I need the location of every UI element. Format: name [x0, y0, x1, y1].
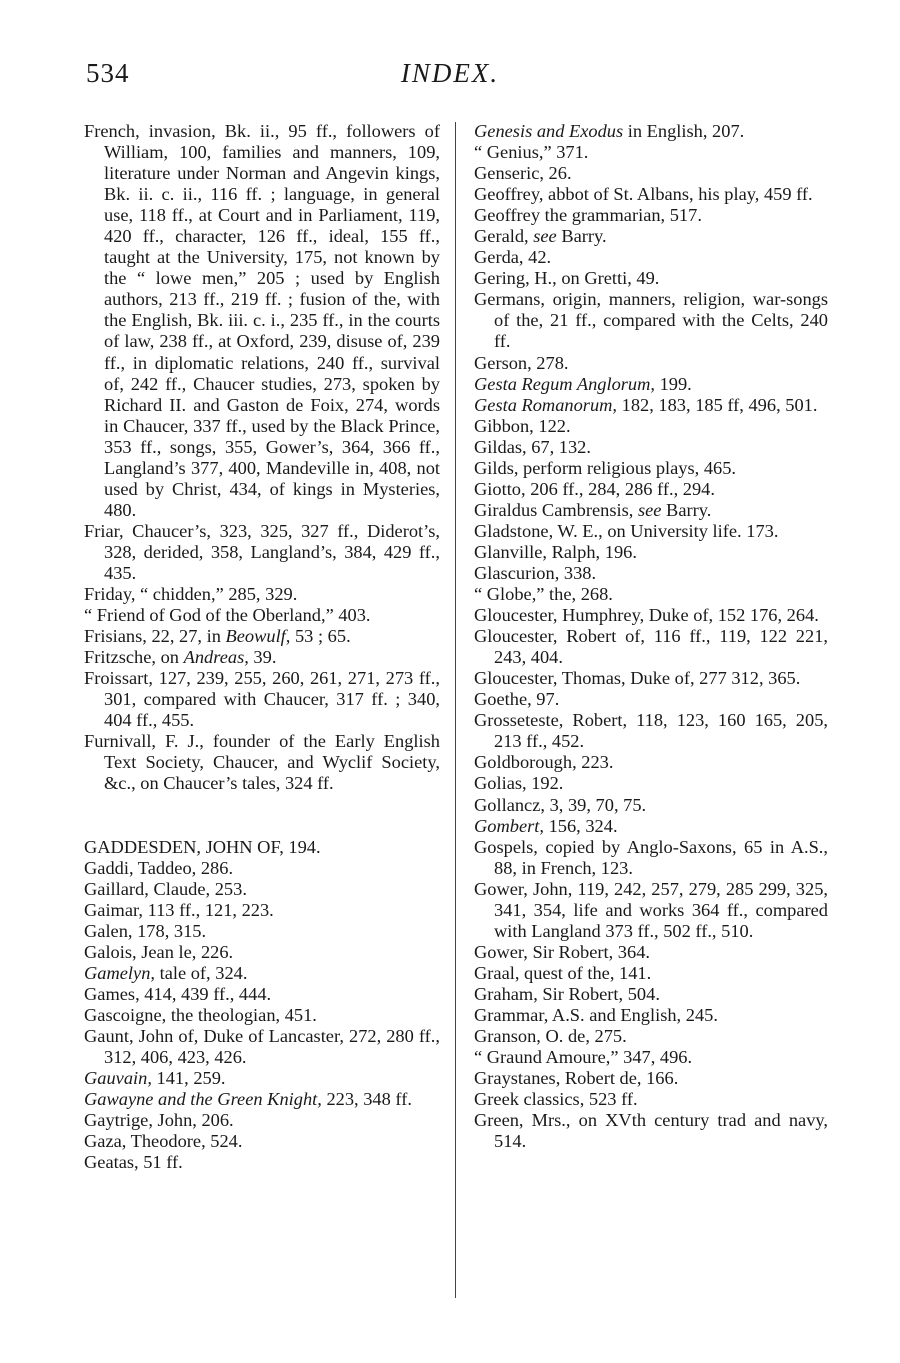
- index-entry: [474, 142, 828, 163]
- entry-text: Graham, Sir Robert, 504.: [474, 983, 660, 1004]
- index-entry: [474, 458, 828, 479]
- entry-text: Friday, “ chidden,” 285, 329.: [84, 584, 298, 605]
- index-entry: [474, 353, 828, 374]
- column-divider: [455, 122, 456, 1298]
- index-entry: [84, 1131, 440, 1152]
- entry-text: GADDESDEN, JOHN OF,: [84, 836, 284, 857]
- index-entry: [474, 374, 828, 395]
- index-entry: [84, 1110, 440, 1131]
- entry-text: 141, 259.: [151, 1068, 226, 1089]
- entry-text: Grammar, A.S. and English, 245.: [474, 1004, 718, 1025]
- entry-text: Gildas, 67, 132.: [474, 436, 591, 457]
- entry-text: Fritzsche, on: [84, 647, 184, 668]
- index-entry: [474, 184, 828, 205]
- entry-text: Froissart, 127, 239, 255, 260, 261, 271, 273 ff., 301, compared with Chaucer, 317 ff. ; 340, 404 ff., 455.: [84, 668, 440, 731]
- entry-text: Gladstone, W. E., on University life. 173.: [474, 520, 779, 541]
- index-entry: [84, 521, 440, 584]
- entry-text: Gawayne and the Green Knight,: [84, 1089, 322, 1110]
- index-entry: [84, 921, 440, 942]
- entry-text: 39.: [248, 647, 277, 668]
- index-entry: [474, 1026, 828, 1047]
- index-entry: [474, 1047, 828, 1068]
- entry-text: Grosseteste, Robert, 118, 123, 160 165, 205, 213 ff., 452.: [474, 710, 828, 752]
- entry-text: Furnivall, F. J., founder of the Early English Text Society, Chaucer, and Wyclif Society, &c., on Chaucer’s tales, 324 ff.: [84, 731, 440, 794]
- index-entry: [84, 1089, 440, 1110]
- entry-text: Glascurion, 338.: [474, 562, 597, 583]
- entry-text: Frisians, 22, 27, in: [84, 626, 226, 647]
- index-entry: [84, 626, 440, 647]
- index-entry: [474, 984, 828, 1005]
- entry-text: Gaddi, Taddeo, 286.: [84, 857, 234, 878]
- entry-text: Galen, 178, 315.: [84, 920, 207, 941]
- index-entry: [474, 437, 828, 458]
- entry-text: Gaillard, Claude, 253.: [84, 878, 247, 899]
- entry-text: Gilds, perform religious plays, 465.: [474, 457, 737, 478]
- index-entry: [474, 773, 828, 794]
- index-entry: [84, 942, 440, 963]
- entry-text: Granson, O. de, 275.: [474, 1026, 627, 1047]
- index-entry: [84, 1026, 440, 1068]
- entry-text: tale of, 324.: [155, 962, 248, 983]
- entry-text: Goldborough, 223.: [474, 752, 614, 773]
- entry-text: Friar, Chaucer’s, 323, 325, 327 ff., Diderot’s, 328, derided, 358, Langland’s, 384, 429 ff., 435.: [84, 520, 440, 583]
- entry-text: Gower, John, 119, 242, 257, 279, 285 299, 325, 341, 354, life and works 364 ff., compared with Langland 373 ff., 502 ff., 510.: [474, 878, 828, 941]
- entry-text: Andreas,: [183, 647, 249, 668]
- index-entry: [84, 668, 440, 731]
- page-number: 534: [86, 58, 130, 88]
- index-entry: [474, 1089, 828, 1110]
- index-entry: [84, 121, 440, 521]
- index-entry: [474, 247, 828, 268]
- entry-text: Gerald,: [474, 226, 534, 247]
- index-entry: [474, 837, 828, 879]
- index-entry: [474, 668, 828, 689]
- entry-text: Graystanes, Robert de, 166.: [474, 1068, 679, 1089]
- entry-text: Green, Mrs., on XVth century trad and navy, 514.: [474, 1110, 828, 1152]
- index-entry: [474, 268, 828, 289]
- page-header: [0, 58, 900, 98]
- index-entry: [84, 879, 440, 900]
- index-entry: [474, 584, 828, 605]
- entry-text: Gombert,: [474, 815, 544, 836]
- entry-text: Glanville, Ralph, 196.: [474, 541, 637, 562]
- entry-text: see: [533, 226, 557, 247]
- entry-text: Gering, H., on Gretti, 49.: [474, 268, 660, 289]
- entry-text: Barry.: [556, 226, 607, 247]
- entry-text: 53 ; 65.: [290, 626, 351, 647]
- entry-text: Gollancz, 3, 39, 70, 75.: [474, 794, 647, 815]
- entry-text: Gamelyn,: [84, 962, 155, 983]
- index-entry: [474, 710, 828, 752]
- entry-text: “ Genius,” 371.: [474, 142, 589, 163]
- entry-text: Gaytrige, John, 206.: [84, 1110, 234, 1131]
- entry-text: Gascoigne, the theologian, 451.: [84, 1004, 317, 1025]
- entry-text: “ Friend of God of the Oberland,” 403.: [84, 605, 371, 626]
- index-entry: [474, 479, 828, 500]
- index-entry: [474, 689, 828, 710]
- entry-text: Gaunt, John of, Duke of Lancaster, 272, 280 ff., 312, 406, 423, 426.: [84, 1025, 440, 1067]
- index-entry: [84, 1005, 440, 1026]
- index-entry: [84, 963, 440, 984]
- index-entry: [474, 121, 828, 142]
- index-entry: [474, 752, 828, 773]
- index-entry: [474, 879, 828, 942]
- entry-text: “ Graund Amoure,” 347, 496.: [474, 1047, 693, 1068]
- entry-text: Gospels, copied by Anglo-Saxons, 65 in A.S., 88, in French, 123.: [474, 836, 828, 878]
- entry-text: Gauvain,: [84, 1068, 152, 1089]
- entry-text: Graal, quest of the, 141.: [474, 962, 652, 983]
- index-entry: [84, 837, 440, 858]
- index-entry: [84, 731, 440, 794]
- entry-text: Gaza, Theodore, 524.: [84, 1131, 243, 1152]
- index-entry: [474, 1005, 828, 1026]
- entry-text: 194.: [283, 836, 321, 857]
- left-index-column: [84, 121, 440, 1173]
- entry-text: 182, 183, 185 ff, 496, 501.: [617, 394, 818, 415]
- index-entry: [84, 605, 440, 626]
- entry-text: Germans, origin, manners, religion, war-songs of the, 21 ff., compared with the Celts, 240 ff.: [474, 289, 828, 352]
- entry-text: Gower, Sir Robert, 364.: [474, 941, 650, 962]
- entry-text: Gesta Romanorum,: [474, 394, 618, 415]
- entry-text: Beowulf,: [225, 626, 291, 647]
- index-entry: [474, 163, 828, 184]
- index-entry: [474, 205, 828, 226]
- index-entry: [474, 605, 828, 626]
- index-entry: [84, 647, 440, 668]
- entry-text: Galois, Jean le, 226.: [84, 941, 234, 962]
- section-gap: [84, 795, 440, 837]
- entry-text: Games, 414, 439 ff., 444.: [84, 983, 272, 1004]
- index-entry: [84, 1068, 440, 1089]
- index-entry: [474, 1110, 828, 1152]
- entry-text: Gloucester, Humphrey, Duke of, 152 176, 264.: [474, 605, 819, 626]
- entry-text: Gaimar, 113 ff., 121, 223.: [84, 899, 274, 920]
- index-entry: [474, 942, 828, 963]
- index-entry: [474, 395, 828, 416]
- entry-text: see: [637, 499, 662, 520]
- entry-text: Giraldus Cambrensis,: [474, 499, 638, 520]
- entry-text: Genesis and Exodus: [474, 121, 624, 141]
- index-entry: [474, 1068, 828, 1089]
- entry-text: 199.: [655, 373, 692, 394]
- entry-text: Gesta Regum Anglorum,: [474, 373, 655, 394]
- index-entry: [474, 416, 828, 437]
- entry-text: “ Globe,” the, 268.: [474, 584, 613, 605]
- entry-text: Gloucester, Robert of, 116 ff., 119, 122 221, 243, 404.: [474, 626, 828, 668]
- index-entry: [474, 563, 828, 584]
- entry-text: Genseric, 26.: [474, 163, 572, 184]
- index-entry: [474, 963, 828, 984]
- index-entry: [84, 984, 440, 1005]
- page-title: INDEX.: [400, 58, 500, 88]
- index-entry: [84, 584, 440, 605]
- entry-text: Geoffrey, abbot of St. Albans, his play, 459 ff.: [474, 184, 813, 205]
- right-index-column: [474, 121, 828, 1152]
- index-entry: [474, 226, 828, 247]
- index-entry: [474, 500, 828, 521]
- index-entry: [84, 1152, 440, 1173]
- entry-text: 223, 348 ff.: [321, 1089, 412, 1110]
- entry-text: Gibbon, 122.: [474, 415, 571, 436]
- entry-text: Goethe, 97.: [474, 689, 560, 710]
- entry-text: in English, 207.: [623, 121, 745, 141]
- entry-text: Gloucester, Thomas, Duke of, 277 312, 365.: [474, 668, 801, 689]
- entry-text: French, invasion, Bk. ii., 95 ff., followers of William, 100, families and manners, 109, literature under Norman and Angevin kings, Bk. ii. c. ii., 116 ff. ; language, in general use, 118 ff., at Court and in Parliament, 119, 420 ff., character, 126 ff., ideal, 155 ff., taught at the University, 175, not known by the “ lowe men,” 205 ; used by English authors, 213 ff., 219 ff. ; fusion of the, with the English, Bk. iii. c. i., 235 ff., in the courts of law, 238 ff., at Oxford, 239, disuse of, 239 ff., in diplomatic relations, 240 ff., survival of, 242 ff., Chaucer studies, 273, spoken by Richard II. and Gaston de Foix, 274, words in Chaucer, 337 ff., used by the Black Prince, 353 ff., songs, 355, Gower’s, 364, 366 ff., Langland’s 377, 400, Mandeville in, 408, not used by Christ, 434, of kings in Mysteries, 480.: [84, 121, 440, 520]
- index-entry: [474, 816, 828, 837]
- index-entry: [474, 521, 828, 542]
- index-entry: [474, 289, 828, 352]
- entry-text: Giotto, 206 ff., 284, 286 ff., 294.: [474, 478, 715, 499]
- entry-text: Geoffrey the grammarian, 517.: [474, 205, 702, 226]
- entry-text: Barry.: [661, 499, 712, 520]
- index-entry: [84, 900, 440, 921]
- entry-text: Golias, 192.: [474, 773, 564, 794]
- index-entry: [474, 626, 828, 668]
- index-entry: [474, 542, 828, 563]
- entry-text: 156, 324.: [543, 815, 618, 836]
- entry-text: Gerson, 278.: [474, 352, 569, 373]
- index-entry: [474, 795, 828, 816]
- entry-text: Greek classics, 523 ff.: [474, 1089, 638, 1110]
- entry-text: Geatas, 51 ff.: [84, 1152, 183, 1173]
- entry-text: Gerda, 42.: [474, 247, 552, 268]
- index-entry: [84, 858, 440, 879]
